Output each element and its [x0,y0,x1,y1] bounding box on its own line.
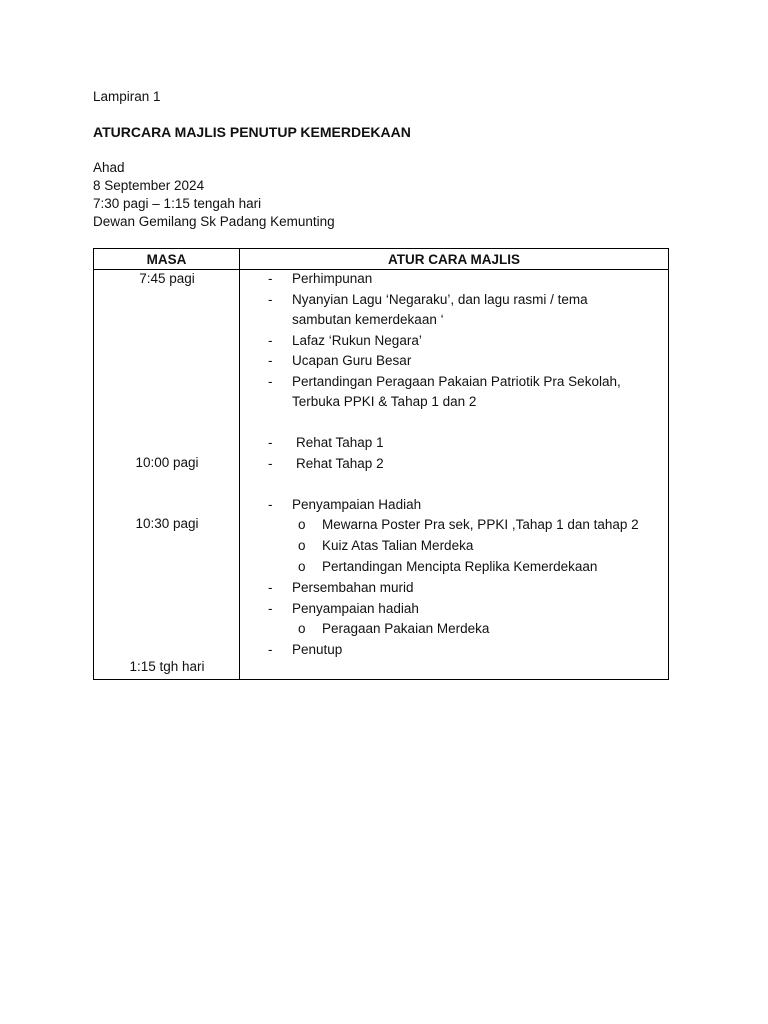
list-item-text: Kuiz Atas Talian Merdeka [322,538,474,553]
list-item-text: Perhimpunan [292,271,373,286]
list-item [240,312,668,330]
list-item-text: sambutan kemerdekaan ‘ [292,312,444,327]
list-item [240,374,668,392]
list-item-text: Peragaan Pakaian Merdeka [322,621,490,636]
list-item-text: Mewarna Poster Pra sek, PPKI ,Tahap 1 dan tahap 2 [322,517,639,532]
list-item [240,497,668,515]
circle-bullet-marker: o [298,621,306,636]
dash-bullet-marker: - [268,497,273,512]
table-header-row [94,249,669,270]
program-list [240,270,668,679]
time-slot: 1:15 tgh hari [129,659,205,674]
event-day: Ahad [93,160,125,175]
dash-bullet-marker: - [268,353,273,368]
event-venue: Dewan Gemilang Sk Padang Kemunting [93,214,335,229]
table-row [94,270,669,680]
list-item [240,621,668,639]
dash-bullet-marker: - [268,271,273,286]
list-item [240,353,668,371]
list-item-text: Terbuka PPKI & Tahap 1 dan 2 [292,394,477,409]
dash-bullet-marker: - [268,374,273,389]
list-item [240,538,668,556]
dash-bullet-marker: - [268,580,273,595]
list-item-text: Penyampaian Hadiah [292,497,422,512]
dash-bullet-marker: - [268,292,273,307]
dash-bullet-marker: - [268,435,273,450]
list-item [240,642,668,660]
time-slot: 7:45 pagi [139,271,195,286]
event-date: 8 September 2024 [93,178,205,193]
list-item-text: Ucapan Guru Besar [292,353,412,368]
list-item-text: Nyanyian Lagu ‘Negaraku’, dan lagu rasmi / tema [292,292,588,307]
dash-bullet-marker: - [268,642,273,657]
dash-bullet-marker: - [268,456,273,471]
dash-bullet-marker: - [268,601,273,616]
list-item [240,559,668,577]
dash-bullet-marker: - [268,333,273,348]
list-item [240,517,668,535]
list-item-text: Rehat Tahap 2 [296,456,384,471]
atur-cara-cell [240,270,669,680]
list-item [240,435,668,453]
list-item [240,580,668,598]
masa-cell [94,270,240,680]
header-masa: MASA [94,249,240,270]
list-item-text: Rehat Tahap 1 [296,435,384,450]
list-item-text: Lafaz ‘Rukun Negara’ [292,333,422,348]
schedule-table [93,248,669,680]
list-item [240,456,668,474]
list-item-text: Penutup [292,642,343,657]
event-time-range: 7:30 pagi – 1:15 tengah hari [93,196,262,211]
document-title: ATURCARA MAJLIS PENUTUP KEMERDEKAAN [93,124,411,140]
list-item-text: Pertandingan Peragaan Pakaian Patriotik Pra Sekolah, [292,374,621,389]
list-item-text: Persembahan murid [292,580,414,595]
list-item [240,394,668,412]
circle-bullet-marker: o [298,559,306,574]
list-item-text: Penyampaian hadiah [292,601,419,616]
list-item [240,292,668,310]
list-item [240,333,668,351]
list-item [240,271,668,289]
list-item-text: Pertandingan Mencipta Replika Kemerdekaan [322,559,598,574]
circle-bullet-marker: o [298,517,306,532]
circle-bullet-marker: o [298,538,306,553]
header-atur-cara: ATUR CARA MAJLIS [240,249,669,270]
time-slot: 10:00 pagi [135,455,199,470]
lampiran-label: Lampiran 1 [93,89,161,104]
time-slot: 10:30 pagi [135,516,199,531]
list-item [240,601,668,619]
